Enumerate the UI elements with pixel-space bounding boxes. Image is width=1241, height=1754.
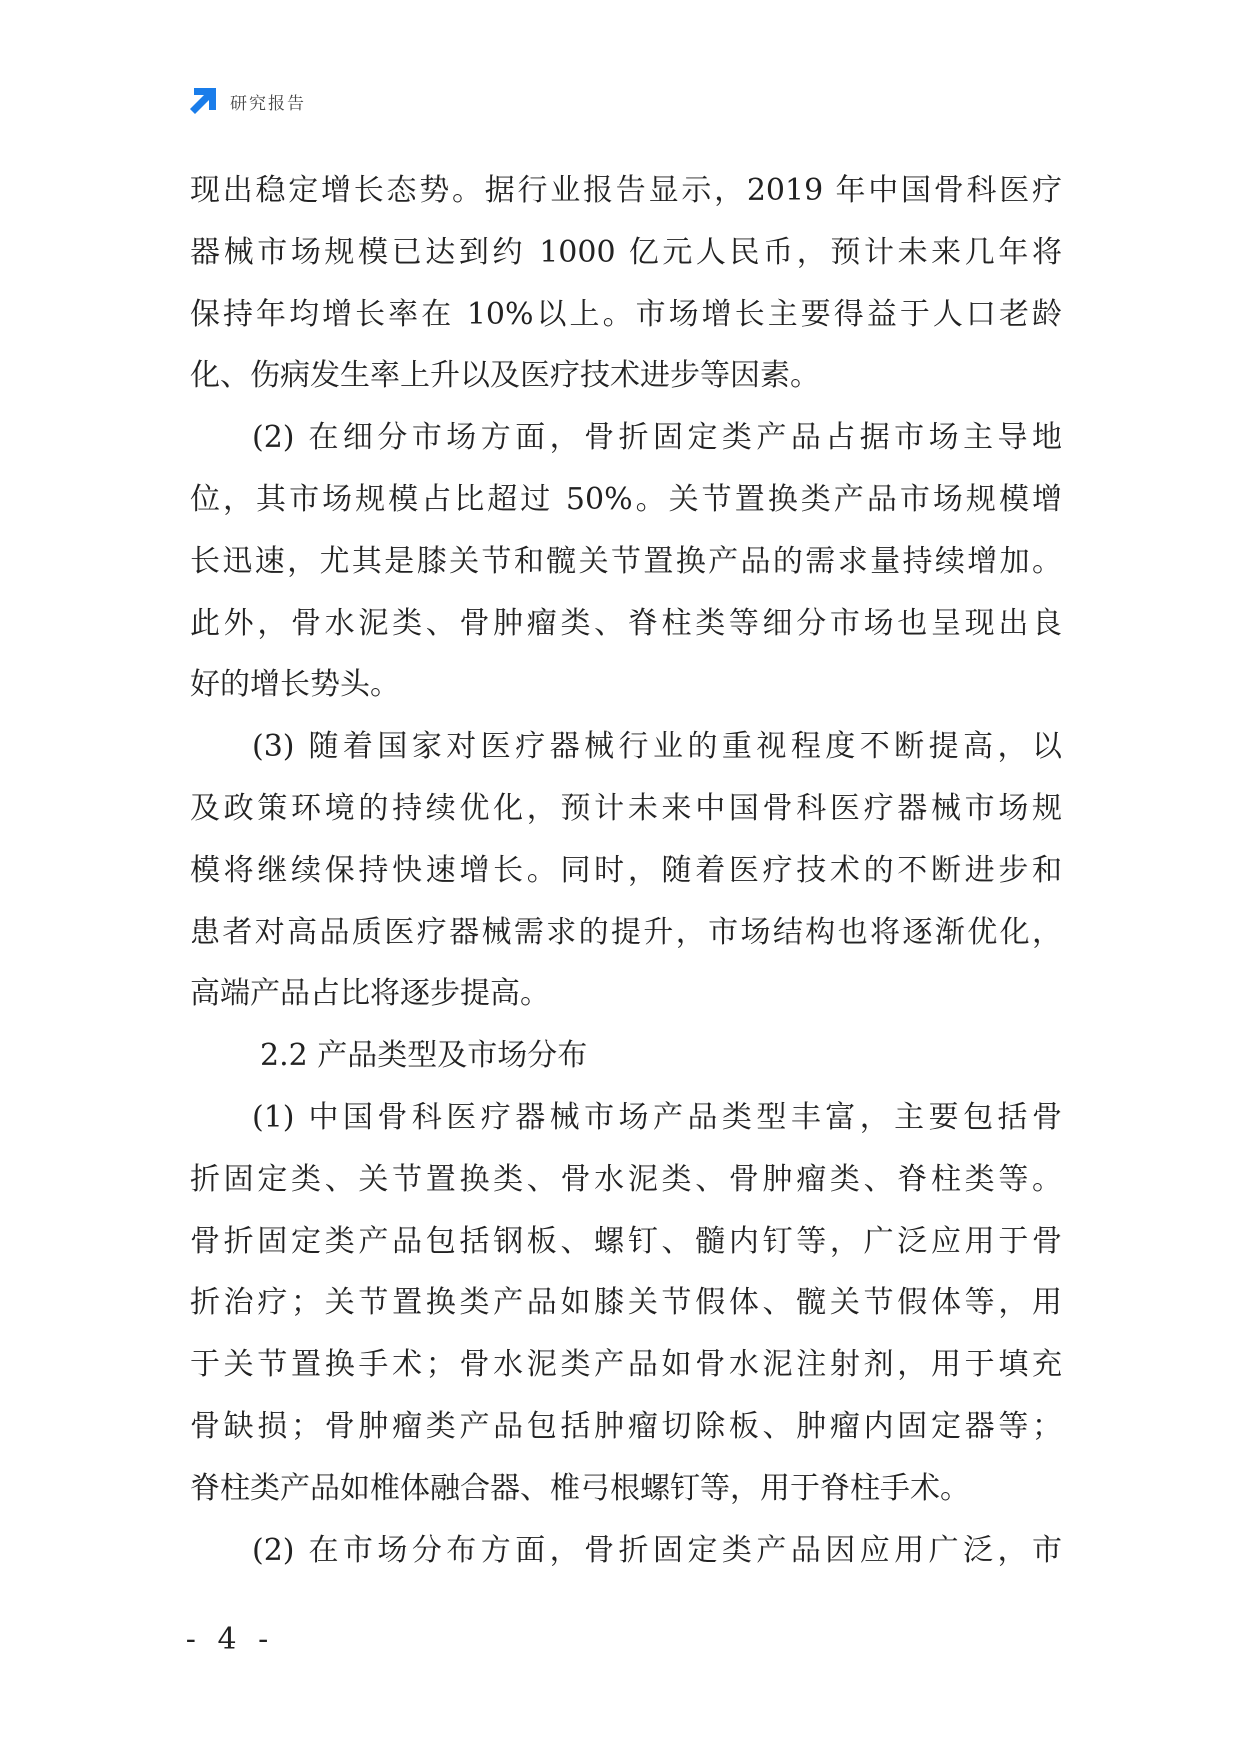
report-header xyxy=(188,86,306,116)
text-line: 此外，骨水泥类、骨肿瘤类、脊柱类等细分市场也呈现出良 xyxy=(190,605,1062,641)
text-line: 化、伤病发生率上升以及医疗技术进步等因素。 xyxy=(190,358,820,394)
text-line: (2) 在细分市场方面，骨折固定类产品占据市场主导地 xyxy=(252,420,1062,456)
text-line: 高端产品占比将逐步提高。 xyxy=(190,976,550,1012)
text-line: 保持年均增长率在 10%以上。市场增长主要得益于人口老龄 xyxy=(190,296,1062,332)
page-number: - 4 - xyxy=(185,1622,275,1657)
text-line: 长迅速，尤其是膝关节和髋关节置换产品的需求量持续增加。 xyxy=(190,543,1062,579)
document-body xyxy=(190,160,1062,1581)
text-line: 骨缺损；骨肿瘤类产品包括肿瘤切除板、肿瘤内固定器等； xyxy=(190,1408,1062,1444)
text-line: (3) 随着国家对医疗器械行业的重视程度不断提高，以 xyxy=(252,729,1062,765)
text-line: 位，其市场规模占比超过 50%。关节置换类产品市场规模增 xyxy=(190,481,1062,517)
text-line: 于关节置换手术；骨水泥类产品如骨水泥注射剂，用于填充 xyxy=(190,1347,1062,1383)
text-line: 脊柱类产品如椎体融合器、椎弓根螺钉等，用于脊柱手术。 xyxy=(190,1470,970,1506)
text-line: 骨折固定类产品包括钢板、螺钉、髓内钉等，广泛应用于骨 xyxy=(190,1223,1062,1259)
text-line: 现出稳定增长态势。据行业报告显示，2019 年中国骨科医疗 xyxy=(190,173,1062,208)
text-line: 患者对高品质医疗器械需求的提升，市场结构也将逐渐优化， xyxy=(190,914,1062,950)
text-line: 模将继续保持快速增长。同时，随着医疗技术的不断进步和 xyxy=(190,852,1062,888)
text-line: (2) 在市场分布方面，骨折固定类产品因应用广泛，市 xyxy=(252,1532,1062,1568)
text-line: 及政策环境的持续优化，预计未来中国骨科医疗器械市场规 xyxy=(190,790,1062,826)
text-line: 好的增长势头。 xyxy=(190,667,400,703)
header-title: 研究报告 xyxy=(230,93,306,114)
text-line: (1) 中国骨科医疗器械市场产品类型丰富，主要包括骨 xyxy=(252,1099,1062,1135)
arrow-logo-icon xyxy=(188,86,218,116)
text-line: 折治疗；关节置换类产品如膝关节假体、髋关节假体等，用 xyxy=(190,1285,1062,1321)
section-heading: 2.2 产品类型及市场分布 xyxy=(260,1038,588,1074)
text-line: 器械市场规模已达到约 1000 亿元人民币，预计未来几年将 xyxy=(190,234,1062,270)
text-line: 折固定类、关节置换类、骨水泥类、骨肿瘤类、脊柱类等。 xyxy=(190,1161,1062,1197)
